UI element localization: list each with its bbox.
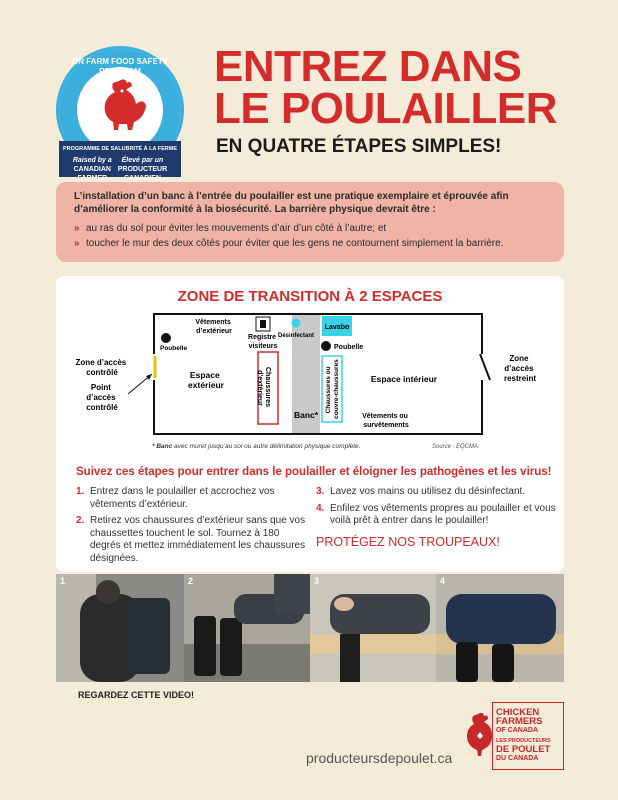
page-title: ENTREZ DANS LE POULAILLER bbox=[214, 42, 558, 133]
transition-zone-diagram bbox=[56, 276, 564, 456]
diagram-source: Source : EQCMA bbox=[432, 444, 479, 450]
diagram-footnote: * Banc avec muret jusqu’au sol ou autre délimitation physique complète. bbox=[152, 443, 361, 450]
watch-video-text: REGARDEZ CETTE VIDEO! bbox=[78, 690, 195, 700]
page-subtitle: EN QUATRE ÉTAPES SIMPLES! bbox=[216, 136, 502, 157]
zone-restreint-label: Zone d’accès restreint bbox=[503, 354, 537, 383]
desinfectant-label: Désinfectant bbox=[277, 333, 315, 339]
photo-number: 3 bbox=[314, 576, 320, 586]
intro-item: » au ras du sol pour éviter les mouvements d’air d’un côté à l’autre; et bbox=[74, 223, 387, 234]
poubelle-right-label: Poubelle bbox=[334, 344, 364, 351]
chevron-right-icon: » bbox=[74, 238, 80, 249]
putting-on-coverall-photo bbox=[436, 574, 564, 682]
hanging-jacket-photo bbox=[56, 574, 184, 682]
intro-item: » toucher le mur des deux côtés pour éviter que les gens ne contournent simplement la barrière. bbox=[74, 238, 504, 249]
hen-icon bbox=[99, 77, 147, 131]
website-link[interactable]: producteursdepoulet.ca bbox=[306, 750, 453, 766]
step-item: 1. Entrez dans le poulailler et accrochez vos vêtements d’extérieur. bbox=[76, 486, 275, 510]
trash-bin-icon bbox=[321, 341, 331, 351]
washing-hands-photo bbox=[310, 574, 436, 682]
zone-controle-label: Zone d’accès contrôlé bbox=[75, 358, 127, 377]
transition-card bbox=[56, 276, 564, 572]
step-item: 4. Enfilez vos vêtements propres au poulailler et vous voilà prêt à entrer dans le poulailler! bbox=[316, 502, 556, 526]
chaussures-couvre-label: Chaussures ou couvre-chaussures bbox=[325, 359, 340, 419]
logo-english: CHICKEN FARMERS OF CANADA bbox=[496, 707, 543, 734]
logo-french: LES PRODUCTEURS DE POULET DU CANADA bbox=[496, 738, 551, 762]
badge-ring-text: ON FARM FOOD SAFETY bbox=[72, 57, 168, 66]
registre-label: Registre visiteurs bbox=[248, 334, 278, 350]
photo-number: 4 bbox=[440, 576, 446, 586]
trash-bin-icon bbox=[161, 333, 171, 343]
espace-int-label: Espace intérieur bbox=[370, 374, 438, 384]
arrow-head-icon bbox=[146, 374, 152, 380]
photo-number: 1 bbox=[60, 576, 66, 586]
intro-panel bbox=[56, 182, 564, 262]
photo-number: 2 bbox=[188, 576, 194, 586]
lavabo-label: Lavabo bbox=[324, 324, 350, 331]
chicken-farmers-logo bbox=[466, 702, 564, 770]
steps-right-column bbox=[316, 486, 556, 548]
photo-strip bbox=[56, 574, 564, 682]
video-link[interactable]: VIDEO bbox=[163, 690, 192, 700]
step-item: 2. Retirez vos chaussures d’extérieur sans que vos chaussettes touchent le sol. Tournez à 180 degrés et mettez immédiatement les chaussures désignées. bbox=[76, 515, 306, 564]
vetements-ext-label: Vêtements d’extérieur bbox=[195, 319, 232, 335]
protect-flocks-slogan: PROTÉGEZ NOS TROUPEAUX! bbox=[316, 534, 500, 549]
steps-left-column bbox=[76, 486, 306, 569]
banc-label: Banc* bbox=[293, 410, 319, 420]
step-item: 3. Lavez vos mains ou utilisez du désinfectant. bbox=[316, 486, 526, 497]
chevron-right-icon: » bbox=[74, 223, 80, 234]
badge-banner: PROGRAMME DE SALUBRITÉ À LA FERME Raised by a CANADIAN FARMER Élevé par un PRODUCTEUR CANADIEN bbox=[59, 141, 181, 177]
removing-shoes-photo bbox=[184, 574, 310, 682]
espace-ext-label: Espace extérieur bbox=[188, 370, 224, 390]
intro-lead: L’installation d’un banc à l’entrée du poulailler est une pratique exemplaire et éprouvée afin d’améliorer la conformité à la biosécurité. La barrière physique devrait être : bbox=[74, 191, 509, 215]
vetements-surv-label: Vêtements ou survêtements bbox=[362, 413, 409, 429]
point-acces-label: Point d’accès contrôlé bbox=[86, 383, 118, 412]
poubelle-left-label: Poubelle bbox=[160, 345, 188, 352]
chaussures-ext-label: Chaussures d’extérieur bbox=[256, 366, 271, 408]
steps-title: Suivez ces étapes pour entrer dans le poulailler et éloigner les pathogènes et les virus! bbox=[76, 466, 552, 478]
diagram-title: ZONE DE TRANSITION À 2 ESPACES bbox=[177, 288, 443, 305]
food-safety-badge bbox=[56, 46, 184, 182]
disinfectant-icon bbox=[292, 319, 301, 328]
